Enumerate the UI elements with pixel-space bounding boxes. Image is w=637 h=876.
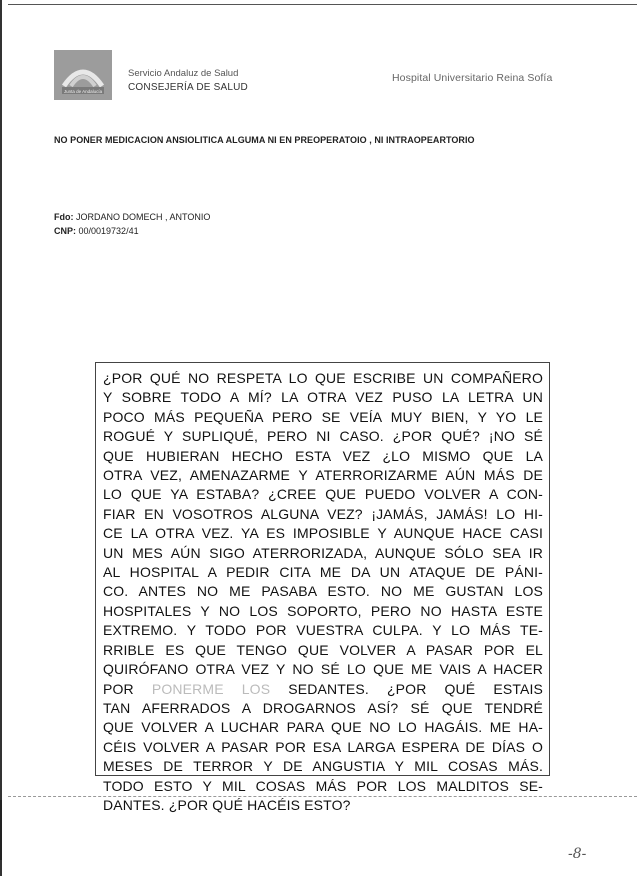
page-number: -8- [568, 846, 587, 862]
letter-line: MESES DE TERROR Y DE ANGUSTIA Y MIL COSAS MÁS. [103, 758, 543, 775]
letter-line: OTRA VEZ, AMENAZARME Y ATERRORIZARME AÚN MÁS DE [103, 467, 543, 484]
letter-fragment: SEDANTES. ¿POR QUÉ ESTAIS [288, 680, 543, 697]
letter-line: AL HOSPITAL A PEDIR CITA ME DA UN ATAQUE DE PÁNI- [103, 564, 543, 581]
letter-line: ROGUÉ Y SUPLIQUÉ, PERO NI CASO. ¿POR QUÉ? ¡NO SÉ [103, 428, 543, 445]
medication-directive: NO PONER MEDICACION ANSIOLITICA ALGUMA NI EN PREOPERATOIO , NI INTRAOPEARTORIO [54, 135, 475, 145]
fdo-label: Fdo: [54, 212, 74, 222]
letter-line: QUIRÓFANO OTRA VEZ Y NO SÉ LO QUE ME VAIS A HACER [103, 661, 543, 678]
letter-line: Y SOBRE TODO A MÍ? LA OTRA VEZ PUSO LA LETRA UN [103, 389, 543, 406]
letter-line: TODO ESTO Y MIL COSAS MÁS POR LOS MALDITOS SE- [103, 777, 543, 794]
scan-edge-top [8, 4, 637, 5]
letter-line: ¿POR QUÉ NO RESPETA LO QUE ESCRIBE UN COMPAÑERO [103, 370, 543, 386]
scan-edge-left [0, 0, 2, 876]
signature-line [54, 212, 210, 222]
fdo-value: JORDANO DOMECH , ANTONIO [76, 212, 211, 222]
letter-line: POCO MÁS PEQUEÑA PERO SE VEÍA MUY BIEN, Y YO LE [103, 408, 543, 425]
letter-fragment: POR [103, 680, 152, 697]
letter-line: QUE HUBIERAN HECHO ESTA VEZ ¿LO MISMO QUE LA [103, 447, 543, 464]
letter-line-partially-erased [103, 680, 543, 699]
letter-line: EXTREMO. Y TODO POR VUESTRA CULPA. Y LO MÁS TE- [103, 622, 543, 639]
letter-line: RRIBLE ES QUE TENGO QUE VOLVER A PASAR POR EL [103, 641, 543, 658]
cnp-value: 00/0019732/41 [78, 226, 139, 236]
letter-line: CO. ANTES NO ME PASABA ESTO. NO ME GUSTAN LOS [103, 583, 543, 600]
letter-line: UN MES AÚN SIGO ATERRORIZADA, AUNQUE SÓLO SEA IR [103, 544, 543, 561]
letter-line: CE LA OTRA VEZ. YA ES IMPOSIBLE Y AUNQUE HACE CASI [103, 525, 543, 542]
letter-fragment-faded: PONERME LOS [151, 680, 289, 697]
letter-line-last: DANTES. ¿POR QUÉ HACÉIS ESTO? [103, 796, 351, 813]
org-department: CONSEJERÍA DE SALUD [128, 82, 248, 93]
org-name: Servicio Andaluz de Salud [128, 68, 239, 79]
letter-line: LO QUE YA ESTABA? ¿CREE QUE PUEDO VOLVER A CON- [103, 486, 543, 503]
scan-fold-line [8, 796, 637, 797]
junta-andalucia-logo [54, 50, 112, 100]
letter-line: TAN AFERRADOS A DROGARNOS ASÍ? SÉ QUE TENDRÉ [103, 699, 543, 716]
cnp-label: CNP: [54, 226, 76, 236]
hospital-name: Hospital Universitario Reina Sofía [392, 72, 553, 84]
letter-line: HOSPITALES Y NO LOS SOPORTO, PERO NO HASTA ESTE [103, 602, 543, 619]
cnp-line [54, 226, 139, 236]
patient-letter-box [95, 362, 550, 813]
letter-line: CÉIS VOLVER A PASAR POR ESA LARGA ESPERA DE DÍAS O [103, 738, 543, 755]
letter-line: QUE VOLVER A LUCHAR PARA QUE NO LO HAGÁIS. ME HA- [103, 719, 543, 736]
scan-edge-left-bottom [0, 800, 2, 860]
letter-line: FIAR EN VOSOTROS ALGUNA VEZ? ¡JAMÁS, JAMÁS! LO HI- [103, 505, 543, 522]
svg-text:Junta de Andalucía: Junta de Andalucía [63, 89, 103, 94]
